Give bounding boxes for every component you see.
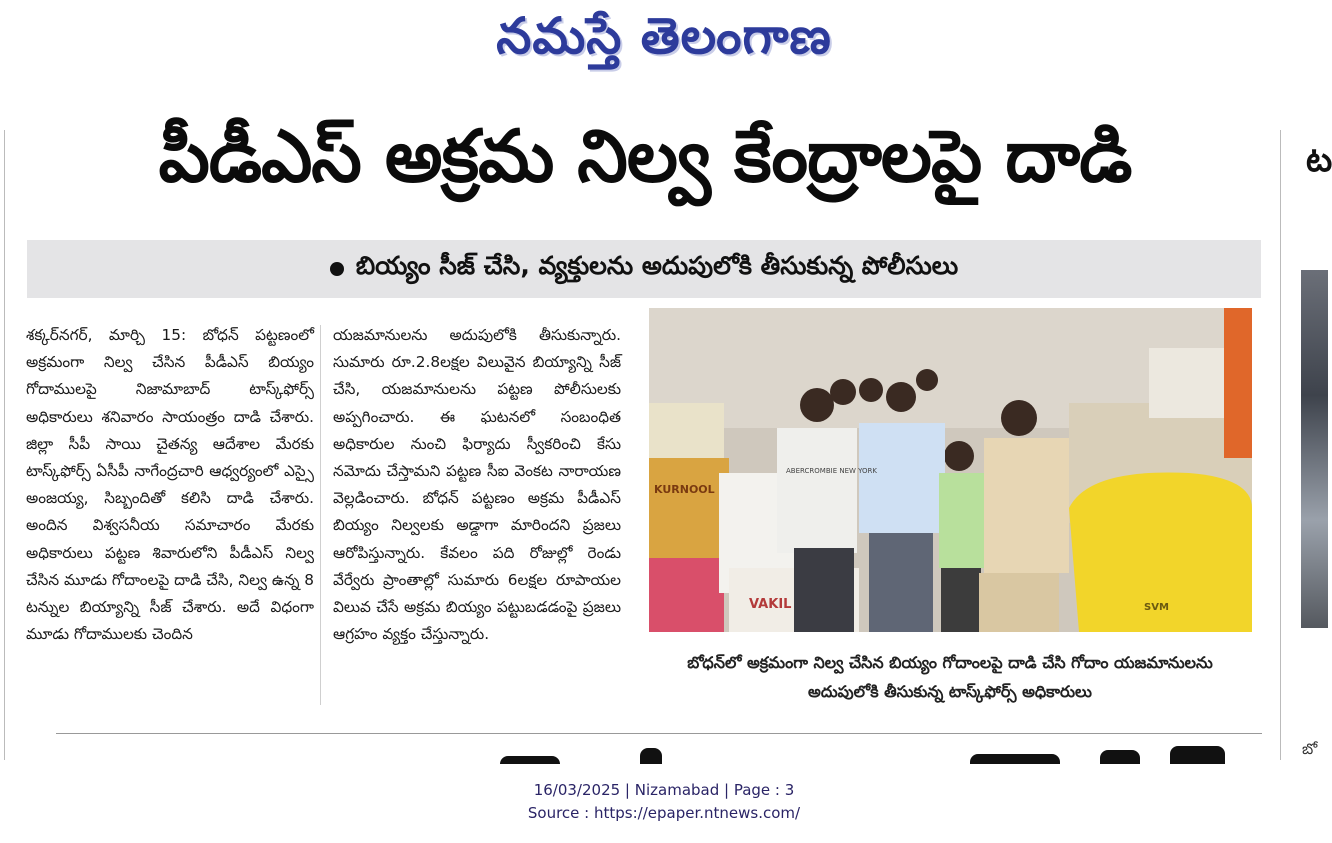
photo-shirt-label: ABERCROMBIE NEW YORK (786, 467, 878, 475)
article-column-1: శక్కర్‌నగర్, మార్చి 15: బోధన్ పట్టణంలో అక్రమంగా నిల్వ చేసిన పీడీఎస్ బియ్యం గోదాములపై నిజామాబాద్ టాస్క్‌ఫోర్స్ అధికారులు శనివారం సాయంత్రం దాడి చేశారు. జిల్లా సీపీ సాయి చైతన్య ఆదేశాల మేరకు టాస్క్‌ఫోర్స్ ఏసీపీ నాగేంద్రచారి ఆధ్వర్యంలో ఎస్సై అంజయ్య, సిబ్బందితో కలిసి దాడి చేశారు. అందిన విశ్వసనీయ సమాచారం మేరకు అధికారులు పట్టణ శివారులోని పీడీఎస్ నిల్వ చేసిన మూడు గోదాంలపై దాడి చేసి, నిల్వ ఉన్న 8 టన్నుల బియ్యాన్ని సీజ్ చేశారు. అదే విధంగా మూడు గోదాములకు చెందిన (26, 326, 314, 644)
article-column-2: యజమానులను అదుపులోకి తీసుకున్నారు. సుమారు రూ.2.8లక్షల విలువైన బియ్యాన్ని సీజ్ చేసి, యజమానులను పట్టణ పోలీసులకు అప్పగించారు. ఈ ఘటనలో సంబంధిత అధికారుల నుంచి ఫిర్యాదు స్వీకరించి కేసు నమోదు చేస్తామని పట్టణ సీఐ వెంకట నారాయణ వెల్లడించారు. బోధన్ పట్టణం అక్రమ పీడీఎస్ బియ్యం నిల్వలకు అడ్డాగా మారిందని ప్రజలు ఆరోపిస్తున్నారు. కేవలం పది రోజుల్లో రెండు వేర్వేరు ప్రాంతాల్లో సుమారు 6లక్షల రూపాయల విలువ చేసే అక్రమ బియ్యం పట్టుబడడంపై ప్రజలు ఆగ్రహం వ్యక్తం చేస్తున్నారు. (333, 326, 621, 644)
article-bottom-rule (56, 733, 1262, 734)
article-photo (649, 308, 1252, 632)
clip-border-right (1280, 130, 1281, 760)
masthead-title: నమస్తే తెలంగాణ (496, 6, 832, 65)
photo-illustration (649, 308, 1252, 632)
article-subheadline: బియ్యం సీజ్ చేసి, వ్యక్తులను అదుపులోకి తీసుకున్న పోలీసులు (355, 251, 959, 280)
adjacent-article-text-fragment: బో (1302, 740, 1318, 758)
adjacent-article-fragment: ట (1306, 140, 1332, 180)
photo-bag-label-3: VAKIL (749, 597, 792, 612)
adjacent-article-photo (1301, 270, 1328, 628)
article-headline: పీడీఎస్ అక్రమ నిల్వ కేంద్రాలపై దాడి (158, 114, 1132, 198)
photo-bag-label-1: KURNOOL (654, 483, 715, 496)
bullet-icon (330, 262, 344, 276)
photo-caption: బోధన్‌లో అక్రమంగా నిల్వ చేసిన బియ్యం గోదాంలపై దాడి చేసి గోదాం యజమానులను అదుపులోకి తీసుకున్న టాస్క్‌ఫోర్స్ అధికారులు (687, 653, 1213, 701)
photo-bag-label-4: SVM (1144, 602, 1169, 613)
clip-border-left (4, 130, 5, 760)
article-subheadline-bar (27, 240, 1261, 298)
next-article-headline-cut (500, 746, 1230, 762)
source-url-line[interactable]: Source : https://epaper.ntnews.com/ (527, 804, 801, 822)
source-footer (0, 779, 1328, 825)
edition-date-line: 16/03/2025 | Nizamabad | Page : 3 (533, 781, 795, 799)
newspaper-masthead (0, 0, 1328, 84)
column-divider (320, 325, 321, 705)
